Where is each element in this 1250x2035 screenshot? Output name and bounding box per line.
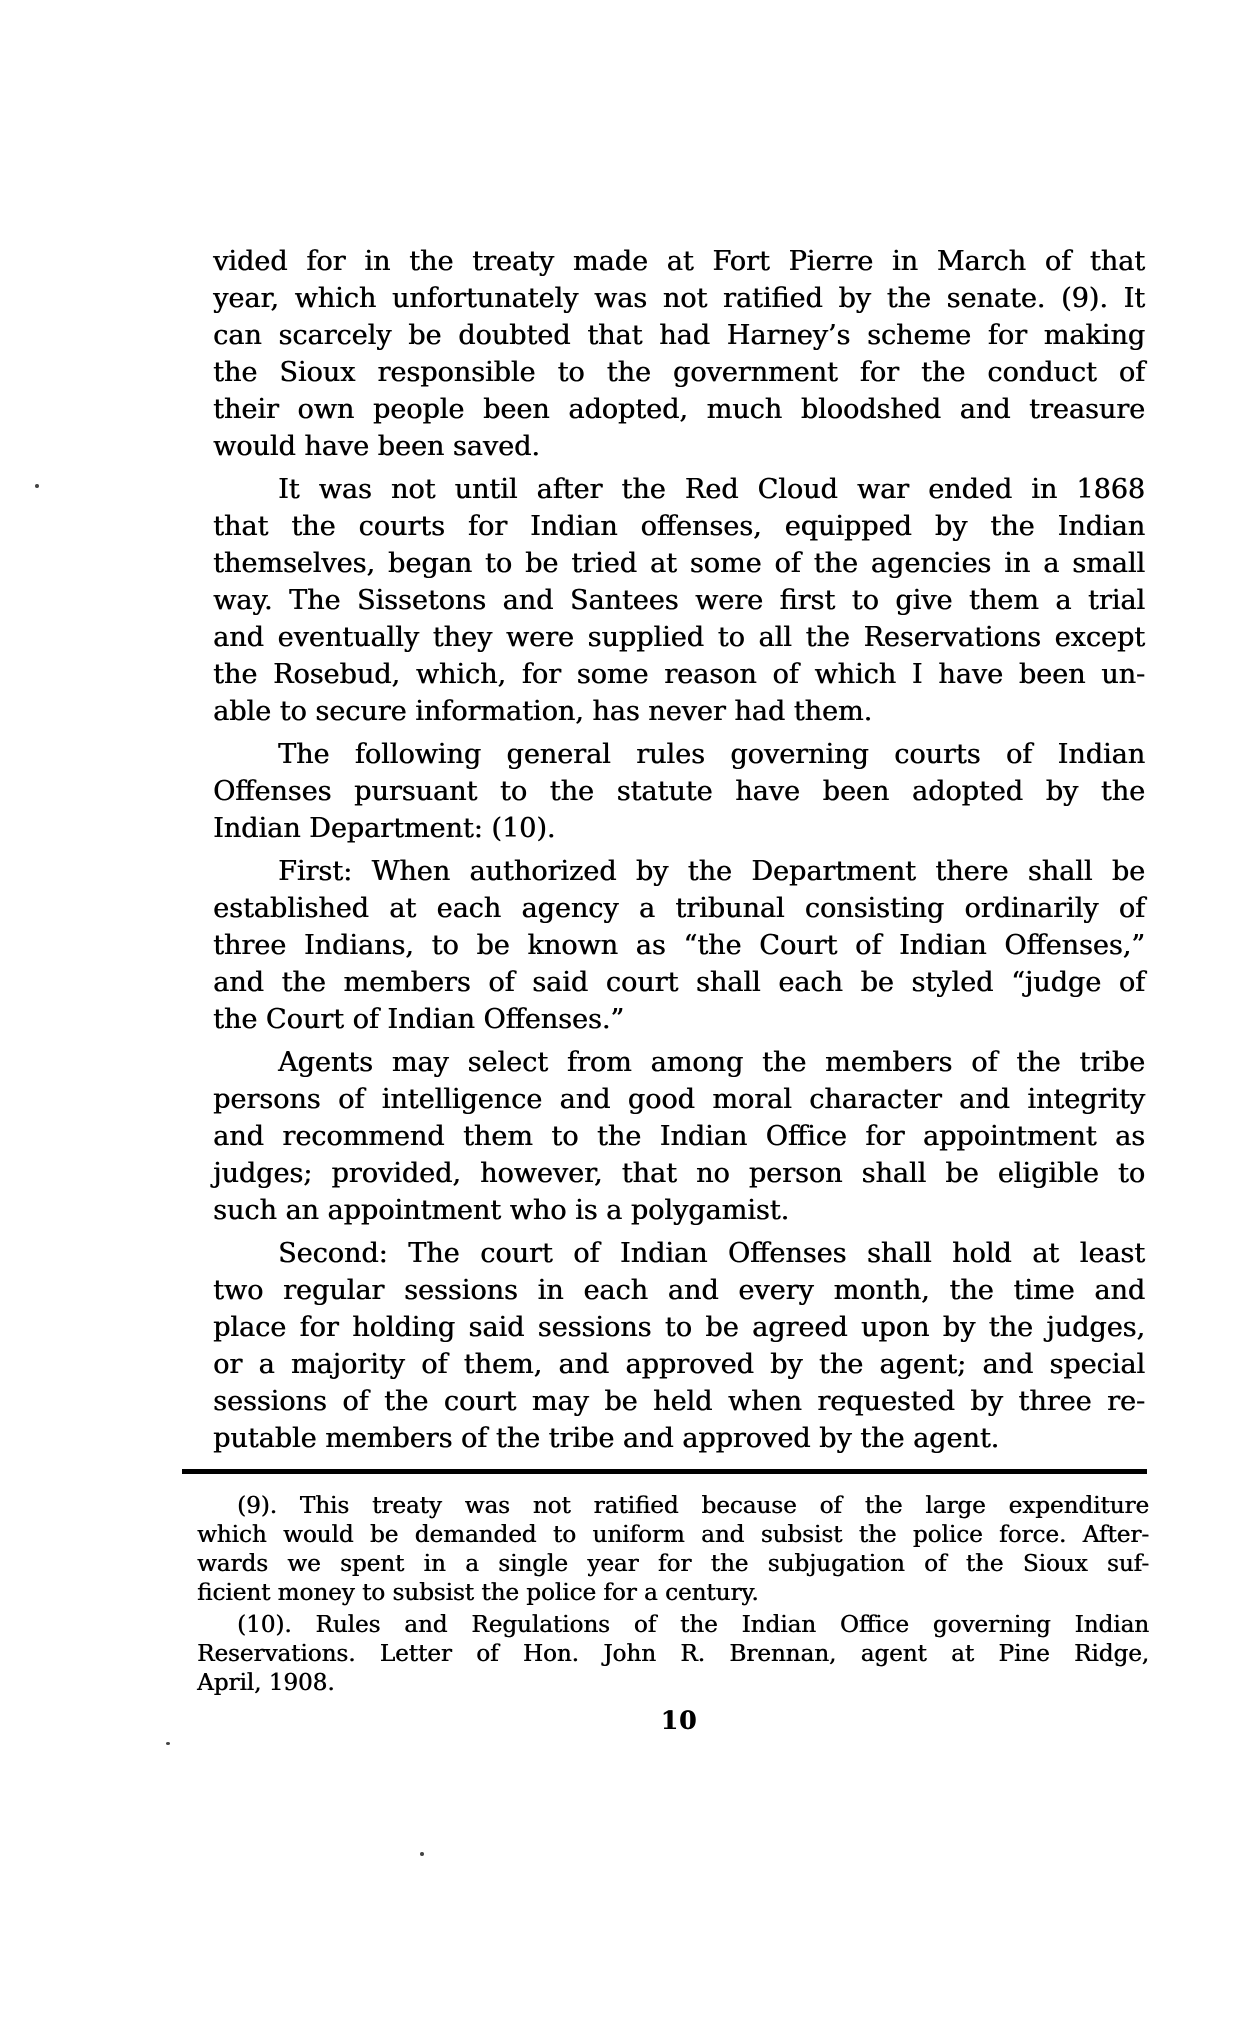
- footnote-line: which would be demanded to uniform and subsist the police force. After-: [197, 1522, 1149, 1548]
- text-line: Offenses pursuant to the statute have been adopted by the: [213, 776, 1145, 807]
- text-line: would have been saved.: [213, 431, 540, 462]
- text-line: themselves, began to be tried at some of the agencies in a small: [213, 548, 1145, 579]
- footnote-line: (10). Rules and Regulations of the Indian Office governing Indian: [237, 1612, 1149, 1638]
- text-line: Indian Department: (10).: [213, 813, 556, 844]
- paragraph: [213, 1235, 1145, 1457]
- text-line: or a majority of them, and approved by the agent; and special: [213, 1349, 1145, 1380]
- page-number: 10: [660, 1706, 698, 1735]
- footnote: [197, 1611, 1149, 1698]
- text-line: persons of intelligence and good moral character and integrity: [213, 1084, 1145, 1115]
- text-line: the Rosebud, which, for some reason of which I have been un-: [213, 659, 1145, 690]
- text-line: and the members of said court shall each be styled “judge of: [213, 967, 1145, 998]
- paragraph: [213, 471, 1145, 730]
- text-line: the Sioux responsible to the government for the conduct of: [213, 357, 1145, 388]
- text-line: and recommend them to the Indian Office for appointment as: [213, 1121, 1145, 1152]
- text-line: The following general rules governing courts of Indian: [278, 739, 1145, 770]
- text-line: established at each agency a tribunal consisting ordinarily of: [213, 893, 1145, 924]
- footnote-line: (9). This treaty was not ratified because of the large expenditure: [237, 1493, 1149, 1519]
- footnotes: [197, 1492, 1149, 1698]
- paragraph: [213, 243, 1145, 465]
- text-line: such an appointment who is a polygamist.: [213, 1195, 790, 1226]
- text-line: It was not until after the Red Cloud war ended in 1868: [278, 474, 1145, 505]
- footnote-line: wards we spent in a single year for the subjugation of the Sioux suf-: [197, 1551, 1149, 1577]
- text-line: three Indians, to be known as “the Court of Indian Offenses,”: [213, 930, 1145, 961]
- scan-speck: [35, 484, 39, 488]
- paragraph: [213, 736, 1145, 847]
- text-line: Agents may select from among the members of the tribe: [278, 1047, 1145, 1078]
- text-line: can scarcely be doubted that had Harney’s scheme for making: [213, 320, 1145, 351]
- scan-speck: [420, 1852, 424, 1856]
- text-line: Second: The court of Indian Offenses shall hold at least: [278, 1238, 1145, 1269]
- footnote-line: ficient money to subsist the police for a century.: [197, 1580, 759, 1606]
- text-line: sessions of the court may be held when requested by three re-: [213, 1386, 1145, 1417]
- footnote-line: April, 1908.: [197, 1670, 335, 1696]
- main-text: [213, 243, 1145, 1457]
- text-line: that the courts for Indian offenses, equipped by the Indian: [213, 511, 1145, 542]
- text-line: way. The Sissetons and Santees were first to give them a trial: [213, 585, 1145, 616]
- text-line: the Court of Indian Offenses.”: [213, 1004, 625, 1035]
- text-line: putable members of the tribe and approved by the agent.: [213, 1423, 1000, 1454]
- scan-speck: [166, 1742, 170, 1745]
- paragraph: [213, 1044, 1145, 1229]
- text-line: their own people been adopted, much bloodshed and treasure: [213, 394, 1145, 425]
- text-line: First: When authorized by the Department there shall be: [278, 856, 1145, 887]
- text-line: able to secure information, has never had them.: [213, 696, 873, 727]
- paragraph: [213, 853, 1145, 1038]
- footnote-line: Reservations. Letter of Hon. John R. Brennan, agent at Pine Ridge,: [197, 1641, 1149, 1667]
- footnote-rule: [182, 1469, 1147, 1474]
- footnote: [197, 1492, 1149, 1608]
- text-line: year, which unfortunately was not ratified by the senate. (9). It: [213, 283, 1145, 314]
- text-line: place for holding said sessions to be agreed upon by the judges,: [213, 1312, 1145, 1343]
- text-line: and eventually they were supplied to all the Reservations except: [213, 622, 1145, 653]
- text-line: two regular sessions in each and every month, the time and: [213, 1275, 1145, 1306]
- text-line: vided for in the treaty made at Fort Pierre in March of that: [213, 246, 1145, 277]
- text-line: judges; provided, however, that no person shall be eligible to: [213, 1158, 1145, 1189]
